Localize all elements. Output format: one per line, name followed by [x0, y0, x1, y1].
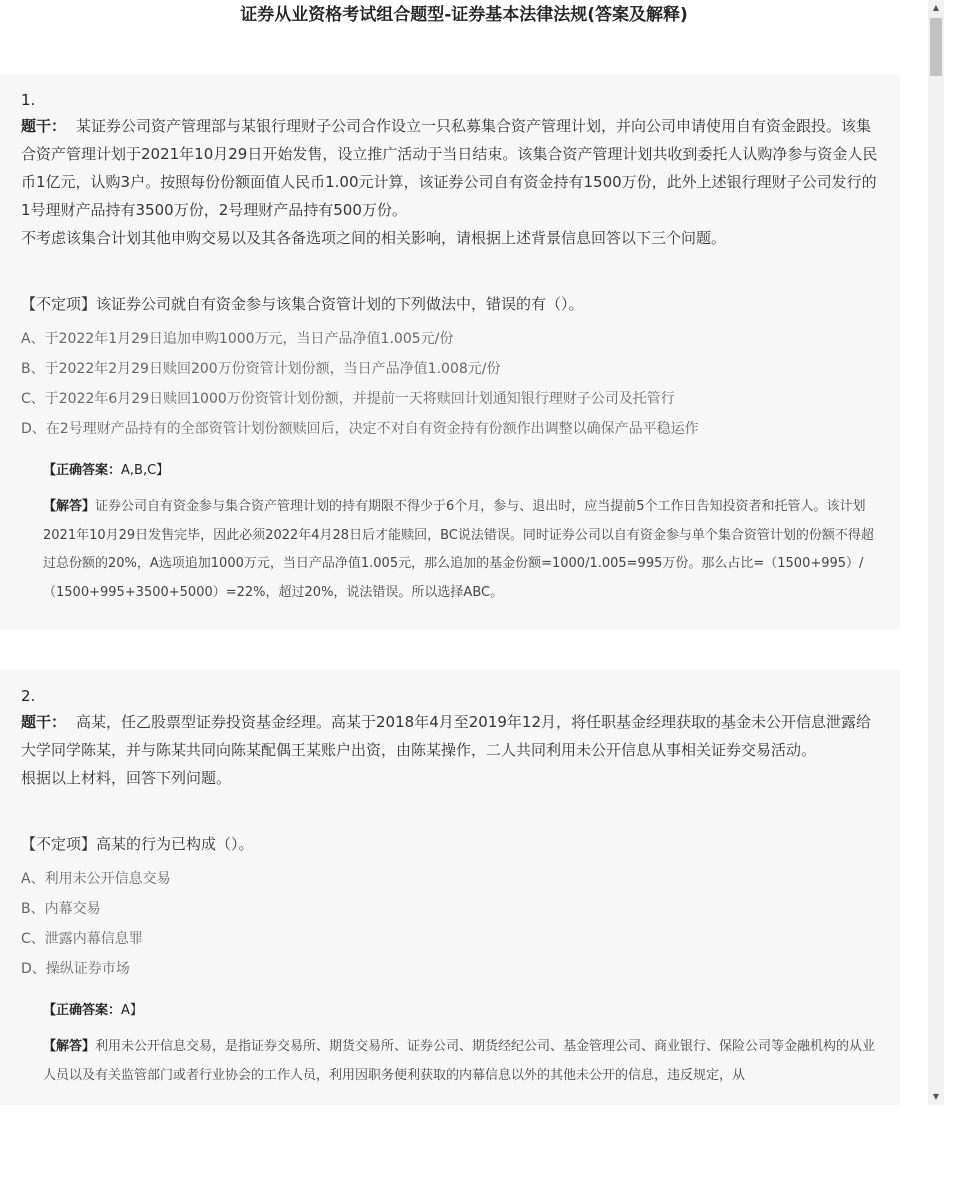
scroll-up-arrow-icon[interactable]: ▲: [932, 3, 940, 12]
explanation-label: 【解答】: [43, 499, 96, 514]
page-title: 证券从业资格考试组合题型-证券基本法律法规(答案及解释): [240, 5, 688, 25]
stem-label: 题干：: [21, 713, 67, 731]
answer-label: 【正确答案：: [43, 1003, 122, 1018]
stem-text: 高某，任乙股票型证券投资基金经理。高某于2018年4月至2019年12月，将任职基金经理获取的基金未公开信息泄露给大学同学陈某，并与陈某共同向陈某配偶王某账户出资，由陈某操作，二人共同利用未公开信息从事相关证券交易活动。: [21, 713, 871, 759]
option-list: [21, 864, 878, 984]
option-a[interactable]: A、利用未公开信息交易: [21, 871, 171, 887]
stem-extra: 不考虑该集合计划其他申购交易以及其各备选项之间的相关影响，请根据上述背景信息回答以下三个问题。: [21, 229, 727, 247]
question-prompt: 【不定项】高某的行为已构成（）。: [21, 835, 254, 853]
explanation: [43, 1033, 878, 1090]
option-b[interactable]: B、于2022年2月29日赎回200万份资管计划份额，当日产品净值1.008元/份: [21, 361, 501, 377]
option-c[interactable]: C、泄露内幕信息罪: [21, 931, 143, 947]
question-prompt: 【不定项】该证券公司就自有资金参与该集合资管计划的下列做法中，错误的有（）。: [21, 295, 584, 313]
option-list: [21, 324, 878, 444]
answer-value: A】: [121, 1003, 143, 1018]
option-d[interactable]: D、在2号理财产品持有的全部资管计划份额赎回后，决定不对自有资金持有份额作出调整以确保产品平稳运作: [21, 421, 699, 437]
explanation-text: 证券公司自有资金参与集合资产管理计划的持有期限不得少于6个月，参与、退出时，应当提前5个工作日告知投资者和托管人。该计划2021年10月29日发售完毕，因此必须2022年4月28日后才能赎回，BC说法错误。同时证券公司以自有资金参与单个集合资管计划的份额不得超过总份额的20%，A选项追加1000万元，当日产品净值1.005元，那么追加的基金份额=1000/1.005=995万份。那么占比=（1500+995）/（1500+995+3500+5000）=22%，超过20%，说法错误。所以选择ABC。: [43, 499, 874, 600]
question-number: 1.: [21, 91, 36, 109]
stem-extra: 根据以上材料，回答下列问题。: [21, 769, 232, 787]
option-a[interactable]: A、于2022年1月29日追加申购1000万元，当日产品净值1.005元/份: [21, 331, 454, 347]
correct-answer: [43, 1001, 878, 1021]
explanation: [43, 493, 878, 607]
vertical-scrollbar[interactable]: [928, 0, 944, 1105]
explanation-text: 利用未公开信息交易，是指证券交易所、期货交易所、证券公司、期货经纪公司、基金管理公司、商业银行、保险公司等金融机构的从业人员以及有关监管部门或者行业协会的工作人员，利用因职务便利获取的内幕信息以外的其他未公开的信息，违反规定，从: [43, 1039, 876, 1083]
answer-value: A,B,C】: [121, 463, 170, 478]
option-d[interactable]: D、操纵证券市场: [21, 961, 130, 977]
correct-answer: [43, 461, 878, 481]
stem-label: 题干：: [21, 117, 67, 135]
question-card-1: [0, 74, 900, 630]
option-b[interactable]: B、内幕交易: [21, 901, 101, 917]
scroll-thumb[interactable]: [930, 18, 942, 76]
question-stem: [21, 708, 878, 764]
question-card-2: [0, 670, 900, 1105]
answer-label: 【正确答案：: [43, 463, 122, 478]
question-stem: [21, 112, 878, 224]
scroll-down-arrow-icon[interactable]: ▼: [932, 1092, 940, 1101]
question-number: 2.: [21, 687, 36, 705]
explanation-label: 【解答】: [43, 1039, 96, 1054]
stem-text: 某证券公司资产管理部与某银行理财子公司合作设立一只私募集合资产管理计划，并向公司申请使用自有资金跟投。该集合资产管理计划于2021年10月29日开始发售，设立推广活动于当日结束。该集合资产管理计划共收到委托人认购净参与资金人民币1亿元，认购3户。按照每份份额面值人民币1.00元计算，该证券公司自有资金持有1500万份，此外上述银行理财子公司发行的1号理财产品持有3500万份，2号理财产品持有500万份。: [21, 117, 878, 219]
option-c[interactable]: C、于2022年6月29日赎回1000万份资管计划份额，并提前一天将赎回计划通知银行理财子公司及托管行: [21, 391, 675, 407]
